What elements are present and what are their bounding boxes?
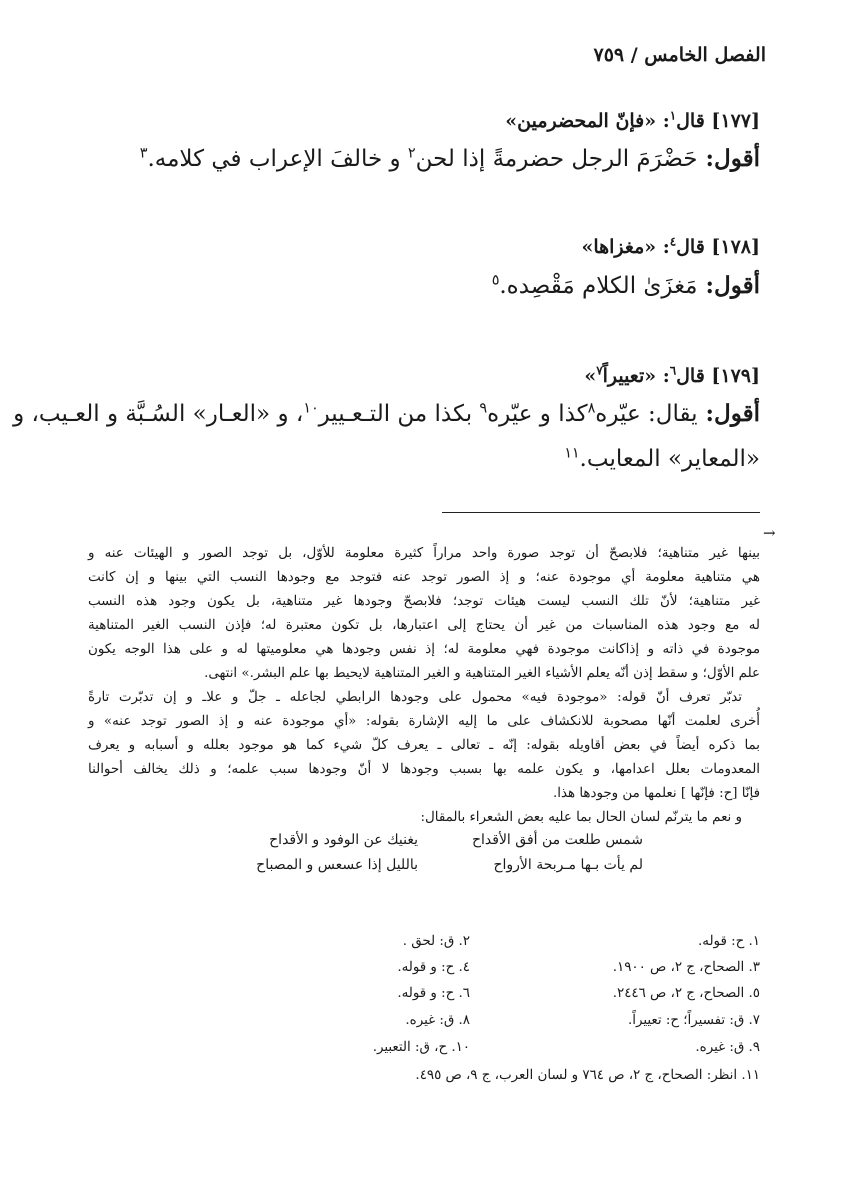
continuation-arrow-icon: →	[763, 524, 776, 542]
note-line: غير متناهية؛ لأنّ تلك النسب ليست هيئات توجد؛ فلابصحّ وجودها غير متناهية، بل يكون وجود هذه النسب	[88, 594, 760, 609]
entry-179-heading: [١٧٩] قال$^٦$: «تعييراً$^٧$»	[584, 363, 760, 387]
footnote: ٧. ق: تفسيراً؛ ح: تعييراً.	[627, 1013, 760, 1028]
entry-178-body: أقول: مَغزَىٰ الكلام مَقْصِده.$^٥$	[491, 272, 760, 299]
footnote: ١. ح: قوله.	[698, 934, 760, 949]
note-line: و نعم ما يترنّم لسان الحال بما عليه بعض الشعراء بالمقال:	[420, 810, 742, 825]
verse-hemistich: بالليل إذا عسعس و المصباح	[256, 857, 418, 873]
footnote: ١٠. ح، ق: التعبير.	[372, 1040, 470, 1055]
note-line: أُخرى لعلمت أنّها مصحوبة للانكشاف على ما إليه الإشارة بقوله: «أي موجودة عنه و إذ الصور توجد عنه» و	[88, 714, 760, 729]
footnote: ٢. ق: لحق .	[402, 934, 470, 949]
note-line: تدبّر تعرف أنّ قوله: «موجودة فيه» محمول على وجودها الرابطي لجاعله ـ جلّ و علاـ و إن تدبّرت تارةً	[88, 690, 742, 705]
note-line: علم الأوّل؛ و سقط إذن أنّه يعلم الأشياء الغير المتناهية و الغير المتناهية لايحيط بها علم البشر.» انتهى.	[204, 666, 760, 681]
entry-179-body-line-2: «المعاير» المعايب.$^{١١}$	[564, 445, 760, 472]
note-line: موجودة في ذاته و إذاكانت موجودة فهي معلومة له؛ إذ نفس وجودها هي معلوميتها له و على هذا الوجه يكون	[88, 642, 760, 657]
verse-hemistich: شمس طلعت من أفق الأقداح	[471, 832, 643, 848]
verse-hemistich: لم يأت بـها مـربحة الأرواح	[493, 857, 643, 873]
footnote: ٣. الصحاح، ج ٢، ص ١٩٠٠.	[612, 960, 760, 975]
entry-177-heading: [١٧٧] قال$^١$: «فإنّ المحضرمين»	[505, 108, 760, 132]
footnote: ٨. ق: غيره.	[405, 1013, 470, 1028]
note-line: هي متناهية معلومة أي موجودة عنه؛ و إذ الصور توجد عنه فتوجد مع وجودها النسب التي بينها و إن كانت	[88, 570, 760, 585]
footnote: ٤. ح: و قوله.	[397, 960, 470, 975]
entry-177-body: أقول: حَضْرَمَ الرجل حضرمةً إذا لحن$^٢$ و خالفَ الإعراب في كلامه.$^٣$	[139, 145, 760, 172]
note-line: له مع وجود هذه المناسبات من غير أن يحتاج إلى اعتبارها، بل تكون معتبرة له؛ فإذن النسب الغير المتناهية	[88, 618, 760, 633]
running-header: الفصل الخامس / ٧٥٩	[593, 44, 766, 66]
footnote: ١١. انظر: الصحاح، ج ٢، ص ٧٦٤ و لسان العرب، ج ٩، ص ٤٩٥.	[415, 1068, 760, 1083]
entry-179-body-line-1: أقول: يقال: عيّره$^٨$كذا و عيّره$^٩$ بكذا من التـعـيير$^{١٠}$، و «العـار» السُـبَّة و العـيب، و	[13, 400, 760, 427]
note-line: فإنّا [ح: فإنّها ] نعلمها من وجودها هذا.	[553, 786, 760, 801]
verse-hemistich: يغنيك عن الوفود و الأقداح	[269, 832, 418, 848]
note-line: بما ذكره أيضاً في بعض أقاويله بقوله: إنّه ـ تعالى ـ يعرف كلّ شيء كما هو موجود بعلله و أسبابه و يعرف	[88, 738, 760, 753]
footnote: ٥. الصحاح، ج ٢، ص ٢٤٤٦.	[612, 986, 760, 1001]
footnote-separator-rule	[442, 512, 760, 513]
footnote: ٦. ح: و قوله.	[397, 986, 470, 1001]
note-line: المعدومات بعلل اعدامها، و يكون علمه بها بسبب وجودها لا أنّ وجودها سبب علمه؛ و ذلك يخالف أحوالنا	[88, 762, 760, 777]
footnote: ٩. ق: غيره.	[695, 1040, 760, 1055]
entry-178-heading: [١٧٨] قال$^٤$: «مغزاها»	[581, 234, 760, 258]
note-line: بينها غير متناهية؛ فلابصحّ أن توجد صورة واحد مراراً كثيرة معلومة للأوّل، بل توجد الصور و الهيئات عنه و	[88, 546, 760, 561]
